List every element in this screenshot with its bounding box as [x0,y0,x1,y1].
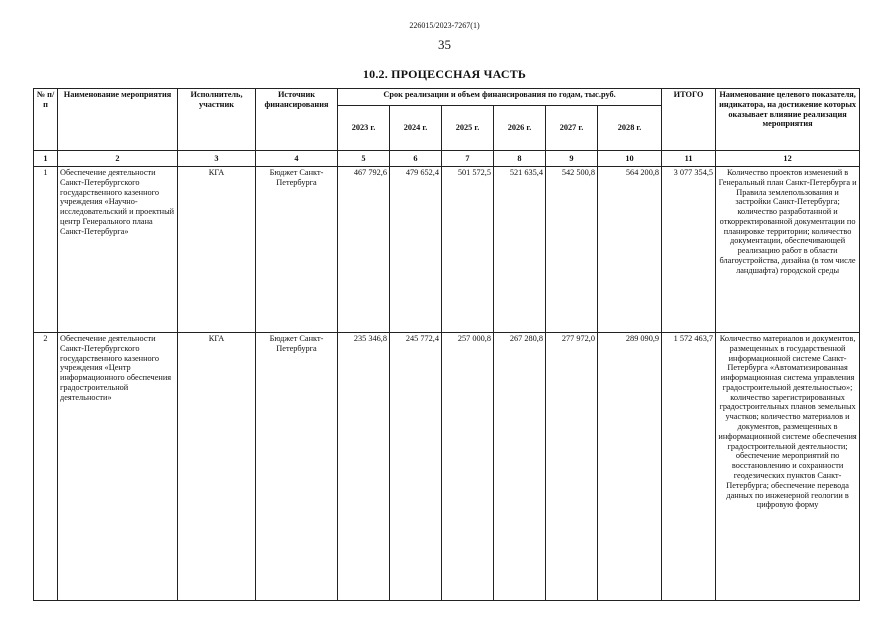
row-year-value: 479 652,4 [390,167,442,333]
document-number: 226015/2023-7267(1) [409,21,480,30]
column-number: 1 [34,151,58,167]
column-number: 12 [716,151,860,167]
header-year: 2028 г. [598,106,662,151]
row-executor: КГА [178,333,256,601]
row-year-value: 521 635,4 [494,167,546,333]
row-num: 2 [34,333,58,601]
row-year-value: 267 280,8 [494,333,546,601]
column-number: 5 [338,151,390,167]
row-source: Бюджет Санкт-Петербурга [256,333,338,601]
row-executor: КГА [178,167,256,333]
row-year-value: 564 200,8 [598,167,662,333]
page-number: 35 [438,37,451,52]
header-period: Срок реализации и объем финансирования по годам, тыс.руб. [338,89,662,106]
column-number: 8 [494,151,546,167]
header-num: № п/п [34,89,58,151]
row-year-value: 277 972,0 [546,333,598,601]
header-source: Источник финансирования [256,89,338,151]
header-year: 2023 г. [338,106,390,151]
table-row [34,167,860,333]
row-year-value: 501 572,5 [442,167,494,333]
header-row [34,89,860,106]
row-year-value: 257 000,8 [442,333,494,601]
column-number: 2 [58,151,178,167]
row-source: Бюджет Санкт-Петербурга [256,167,338,333]
row-year-value: 289 090,9 [598,333,662,601]
column-number: 11 [662,151,716,167]
column-number: 7 [442,151,494,167]
section-title: 10.2. ПРОЦЕССНАЯ ЧАСТЬ [362,67,527,81]
column-number: 9 [546,151,598,167]
row-indicator: Количество проектов изменений в Генеральный план Санкт-Петербурга и Правила землепользования и застройки Санкт-Петербурга; количество разработанной и откорректированной документации по планировке территории; количество документации, обеспечивающей реализацию работ в области благоустройства, дизайна (в том числе ландшафта) городской среды [716,167,860,333]
row-name: Обеспечение деятельности Санкт-Петербургского государственного казенного учреждения «Научно-исследовательский и проектный центр Генерального плана Санкт-Петербурга» [58,167,178,333]
header-year: 2025 г. [442,106,494,151]
header-executor: Исполнитель, участник [178,89,256,151]
header-total: ИТОГО [662,89,716,151]
header-name: Наименование мероприятия [58,89,178,151]
row-indicator: Количество материалов и документов, размещенных в государственной информационной системе Санкт-Петербурга «Автоматизированная информационная система управления градостроительной деятельностью»; количество зарегистрированных градостроительных планов земельных участков; количество материалов и документов, размещенных в информационной системе обеспечения градостроительной деятельности; обеспечение мероприятий по восстановлению и сохранности геодезических пунктов Санкт-Петербурга; обеспечение перевода данных по инженерной геологии в цифровую форму [716,333,860,601]
row-year-value: 467 792,6 [338,167,390,333]
process-table [33,88,860,601]
row-total: 3 077 354,5 [662,167,716,333]
column-number: 6 [390,151,442,167]
row-year-value: 542 500,8 [546,167,598,333]
column-number: 3 [178,151,256,167]
row-name: Обеспечение деятельности Санкт-Петербургского государственного казенного учреждения «Центр информационного обеспечения градостроительной деятельности» [58,333,178,601]
header-year: 2024 г. [390,106,442,151]
row-year-value: 245 772,4 [390,333,442,601]
header-indicator: Наименование целевого показателя, индикатора, на достижение которых оказывает влияние реализация мероприятия [716,89,860,151]
column-number: 4 [256,151,338,167]
column-number-row [34,151,860,167]
table-row [34,333,860,601]
header-year: 2026 г. [494,106,546,151]
row-num: 1 [34,167,58,333]
row-year-value: 235 346,8 [338,333,390,601]
column-number: 10 [598,151,662,167]
row-total: 1 572 463,7 [662,333,716,601]
header-year: 2027 г. [546,106,598,151]
